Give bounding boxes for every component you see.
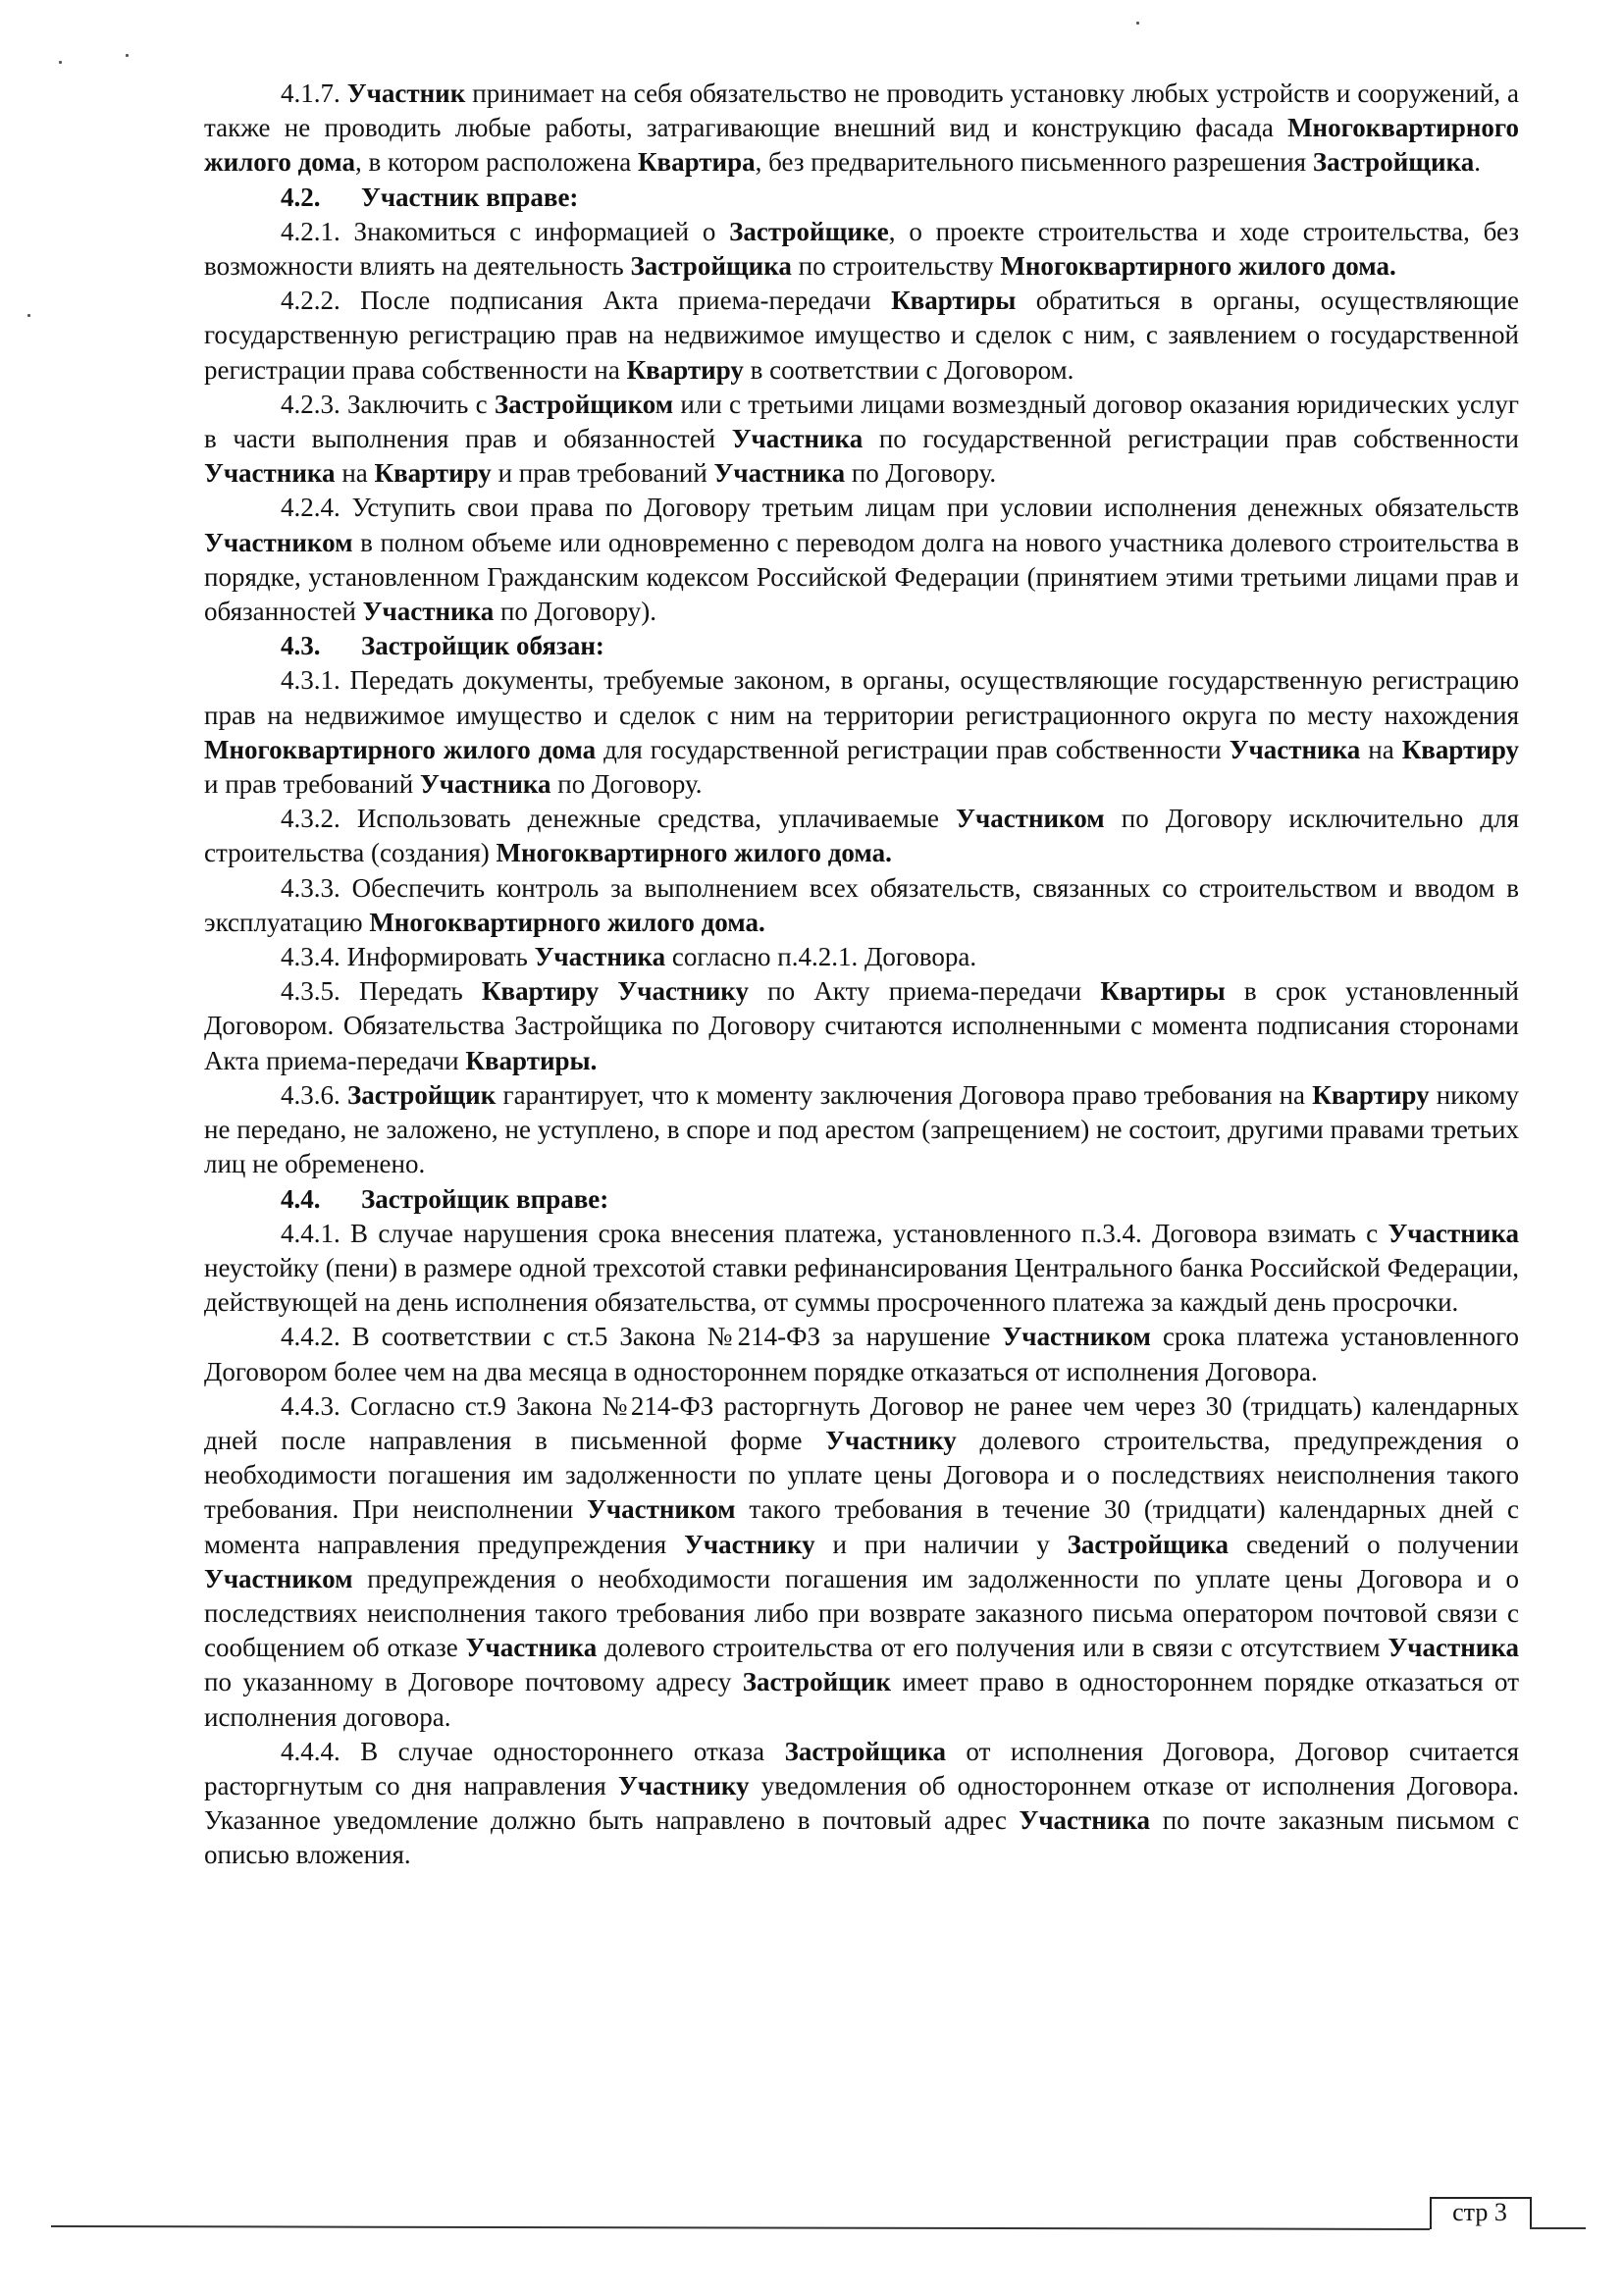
clause-text: в срок установленный Договором. Обязательства Застройщика по Договору считаются исполненными с момента подписания сторонами Акта приема-передачи	[204, 976, 1520, 1075]
clause-4-3-3	[204, 871, 1519, 940]
clause-text: и прав требований	[204, 769, 420, 800]
defined-term: Участника	[419, 769, 551, 800]
clause-text: 4.3.2. Использовать денежные средства, уплачиваемые	[281, 804, 957, 834]
scan-speck	[1136, 22, 1139, 25]
clause-text: по Договору.	[550, 769, 703, 800]
clause-text: 4.3.5. Передать	[281, 976, 482, 1007]
defined-term: Застройщик	[742, 1667, 892, 1697]
defined-term: Застройщика	[630, 251, 792, 282]
defined-term: Участника	[1387, 1218, 1519, 1248]
clause-4-4-2	[204, 1320, 1519, 1388]
section-heading	[204, 629, 1519, 663]
clause-4-1-7	[204, 77, 1519, 181]
clause-text: в соответствии с Договором.	[743, 354, 1074, 385]
defined-term: Участника	[1387, 1633, 1519, 1663]
clause-text: 4.4.4. В случае одностороннего отказа	[281, 1736, 785, 1766]
clause-text: принимает на себя обязательство не проводить установку любых устройств и сооружений, а также не проводить любые работы, затрагивающие внешний вид и конструкцию фасада	[204, 78, 1520, 143]
clause-text: предупреждения о необходимости погашения им задолженности по уплате цены Договора и о последствиях неисполнения такого требования либо при возврате заказного письма оператором почтовой связи с сообщением об отказе	[204, 1563, 1519, 1663]
clause-text: по Договору исключительно для строительства (создания)	[204, 804, 1519, 868]
clause-text: на	[1360, 734, 1402, 764]
clause-4-2-1	[204, 215, 1519, 284]
page-number: стр 3	[1452, 2198, 1507, 2226]
defined-term: Участника	[1229, 734, 1361, 764]
clause-4-3-5	[204, 974, 1519, 1078]
defined-term: Многоквартирного жилого дома.	[496, 838, 892, 868]
clause-text: , о проекте строительства и ходе строительства, без возможности влиять на деятельность	[204, 216, 1519, 282]
defined-term: Квартиры.	[465, 1045, 598, 1075]
clause-text: 4.1.7.	[281, 78, 347, 108]
footer-rule-right	[1530, 2227, 1586, 2229]
clause-text: и при наличии у	[814, 1529, 1068, 1559]
clause-text: такого требования в течение 30 (тридцати) календарных дней с момента направления предупреждения	[204, 1494, 1519, 1559]
clause-text: 4.2.3. Заключить с	[281, 389, 495, 419]
clause-text: 4.4.1. В случае нарушения срока внесения платежа, установленного п.3.4. Договора взимать с	[281, 1218, 1388, 1248]
footer-rule-left	[51, 2225, 1430, 2230]
defined-term: Участником	[956, 804, 1105, 834]
clause-text: и прав требований	[491, 458, 714, 489]
scan-speck	[126, 54, 129, 57]
defined-term: Участника	[204, 458, 336, 489]
scan-speck	[59, 61, 62, 64]
clause-4-2-2	[204, 284, 1519, 388]
clause-text: 4.2.2. После подписания Акта приема-передачи	[281, 286, 892, 316]
defined-term: Участник	[346, 78, 466, 108]
clause-text: 4.4.2. В соответствии с ст.5 Закона №214-ФЗ за нарушение	[281, 1322, 1003, 1352]
clause-text: по Договору.	[845, 458, 997, 489]
section-number: 4.3.	[281, 631, 321, 661]
clause-text: долевого строительства, предупреждения о необходимости погашения им задолженности по уплате цены Договора и о последствиях неисполнения такого требования. При неисполнении	[204, 1425, 1519, 1525]
section-title: Участник вправе:	[361, 182, 579, 212]
clause-4-4-1	[204, 1217, 1519, 1321]
clause-text: или с третьими лицами возмездный договор оказания юридических услуг в части выполнения прав и обязанностей	[204, 389, 1519, 454]
clause-text: по Акту приема-передачи	[748, 976, 1101, 1007]
section-heading	[204, 181, 1519, 215]
defined-term: Квартиру	[1312, 1079, 1430, 1110]
clause-text: уведомления об одностороннем отказе от исполнения Договора. Указанное уведомление должно быть направлено в почтовый адрес	[204, 1770, 1519, 1836]
clause-text: по строительству	[791, 251, 1001, 282]
section-title: Застройщик обязан:	[361, 631, 604, 661]
clause-text: 4.3.6.	[281, 1079, 347, 1110]
defined-term: Застройщиком	[494, 389, 674, 419]
clause-text: по указанному в Договоре почтовому адресу	[204, 1667, 743, 1697]
defined-term: Застройщике	[729, 216, 889, 246]
clause-text: 4.3.3. Обеспечить контроль за выполнением всех обязательств, связанных со строительством и вводом в эксплуатацию	[204, 872, 1519, 937]
clause-text: , в котором расположена	[354, 147, 638, 178]
defined-term: Застройщик	[346, 1079, 497, 1110]
defined-term: Квартиру	[1401, 734, 1519, 764]
clause-4-2-4	[204, 491, 1519, 629]
section-number: 4.4.	[281, 1183, 321, 1214]
defined-term: Квартиры	[1100, 976, 1226, 1007]
clause-text: 4.4.3. Согласно ст.9 Закона №214-ФЗ расторгнуть Договор не ранее чем через 30 (тридцать) календарных дней после направления в письменной форме	[204, 1390, 1519, 1455]
clause-text: .	[1474, 147, 1481, 178]
defined-term: Квартиры	[891, 286, 1017, 316]
clause-text: по почте заказным письмом с описью вложения.	[204, 1805, 1519, 1870]
clause-text: для государственной регистрации прав собственности	[596, 734, 1230, 764]
clause-text: 4.3.4. Информировать	[281, 942, 535, 972]
defined-term: Многоквартирного жилого дома.	[1000, 251, 1396, 282]
section-number: 4.2.	[281, 182, 321, 212]
clause-text: 4.2.1. Знакомиться с информацией о	[281, 216, 730, 246]
defined-term: Участника	[465, 1633, 598, 1663]
defined-term: Участником	[204, 1563, 353, 1593]
defined-term: Квартиру	[374, 458, 492, 489]
section-title: Застройщик вправе:	[361, 1183, 609, 1214]
defined-term: Участнику	[825, 1425, 957, 1455]
clause-text: от исполнения Договора, Договор считается расторгнутым со дня направления	[204, 1736, 1520, 1800]
clause-text: срока платежа установленного Договором более чем на два месяца в одностороннем порядке отказаться от исполнения Договора.	[204, 1322, 1519, 1386]
defined-term: Участника	[534, 942, 666, 972]
clause-text: гарантирует, что к моменту заключения Договора право требования на	[496, 1079, 1313, 1110]
clause-4-3-1	[204, 663, 1519, 802]
clause-text: на	[335, 458, 375, 489]
defined-term: Участника	[1019, 1805, 1151, 1836]
defined-term: Участником	[1002, 1322, 1151, 1352]
defined-term: Квартиру	[626, 354, 744, 385]
document-body	[204, 77, 1519, 1873]
defined-term: Участника	[713, 458, 846, 489]
clause-text: по государственной регистрации прав собственности	[863, 424, 1519, 454]
defined-term: Участника	[731, 424, 864, 454]
defined-term: Застройщика	[1312, 147, 1475, 178]
clause-4-3-4	[204, 940, 1519, 974]
clause-4-4-4	[204, 1735, 1519, 1873]
defined-term: Участнику	[617, 1770, 750, 1800]
defined-term: Участником	[204, 527, 353, 557]
defined-term: Квартира	[637, 147, 756, 178]
defined-term: Застройщика	[1067, 1529, 1230, 1559]
defined-term: Участнику	[684, 1529, 815, 1559]
clause-text: 4.2.4. Уступить свои права по Договору третьим лицам при условии исполнения денежных обязательств	[281, 493, 1519, 523]
clause-text: никому не передано, не заложено, не уступлено, в споре и под арестом (запрещением) не состоит, другими правами третьих лиц не обременено.	[204, 1079, 1520, 1179]
clause-4-2-3	[204, 388, 1519, 492]
clause-text: в полном объеме или одновременно с переводом долга на нового участника долевого строительства в порядке, установленном Гражданским кодексом Российской Федерации (принятием этими третьими лицами прав и обязанностей	[204, 527, 1519, 627]
defined-term: Участника	[362, 597, 495, 627]
defined-term: Многоквартирного жилого дома	[204, 113, 1519, 178]
defined-term: Квартиру Участнику	[481, 976, 749, 1007]
clause-text: 4.3.1. Передать документы, требуемые законом, в органы, осуществляющие государственную регистрацию прав на недвижимое имущество и сделок с ним на территории регистрационного округа по месту нахождения	[204, 665, 1519, 730]
defined-term: Застройщика	[784, 1736, 946, 1766]
defined-term: Многоквартирного жилого дома	[204, 734, 597, 764]
clause-text: по Договору).	[494, 597, 656, 627]
clause-text: обратиться в органы, осуществляющие государственную регистрацию прав на недвижимое имущество и сделок с ним, с заявлением о государственной регистрации права собственности на	[204, 286, 1519, 385]
clause-4-3-6	[204, 1078, 1519, 1182]
clause-text: согласно п.4.2.1. Договора.	[665, 942, 977, 972]
scan-speck	[27, 314, 30, 317]
section-heading	[204, 1182, 1519, 1217]
clause-text: долевого строительства от его получения или в связи с отсутствием	[597, 1633, 1388, 1663]
clause-4-3-2	[204, 802, 1519, 870]
clause-text: сведений о получении	[1229, 1529, 1520, 1559]
clause-4-4-3	[204, 1389, 1519, 1735]
defined-term: Многоквартирного жилого дома.	[369, 907, 765, 937]
clause-text: имеет право в одностороннем порядке отказаться от исполнения договора.	[204, 1667, 1519, 1732]
clause-text: неустойку (пени) в размере одной трехсотой ставки рефинансирования Центрального банка Российской Федерации, действующей на день исполнения обязательства, от суммы просроченного платежа за каждый день просрочки.	[204, 1252, 1519, 1318]
clause-text: , без предварительного письменного разрешения	[755, 147, 1313, 178]
defined-term: Участником	[587, 1494, 736, 1525]
